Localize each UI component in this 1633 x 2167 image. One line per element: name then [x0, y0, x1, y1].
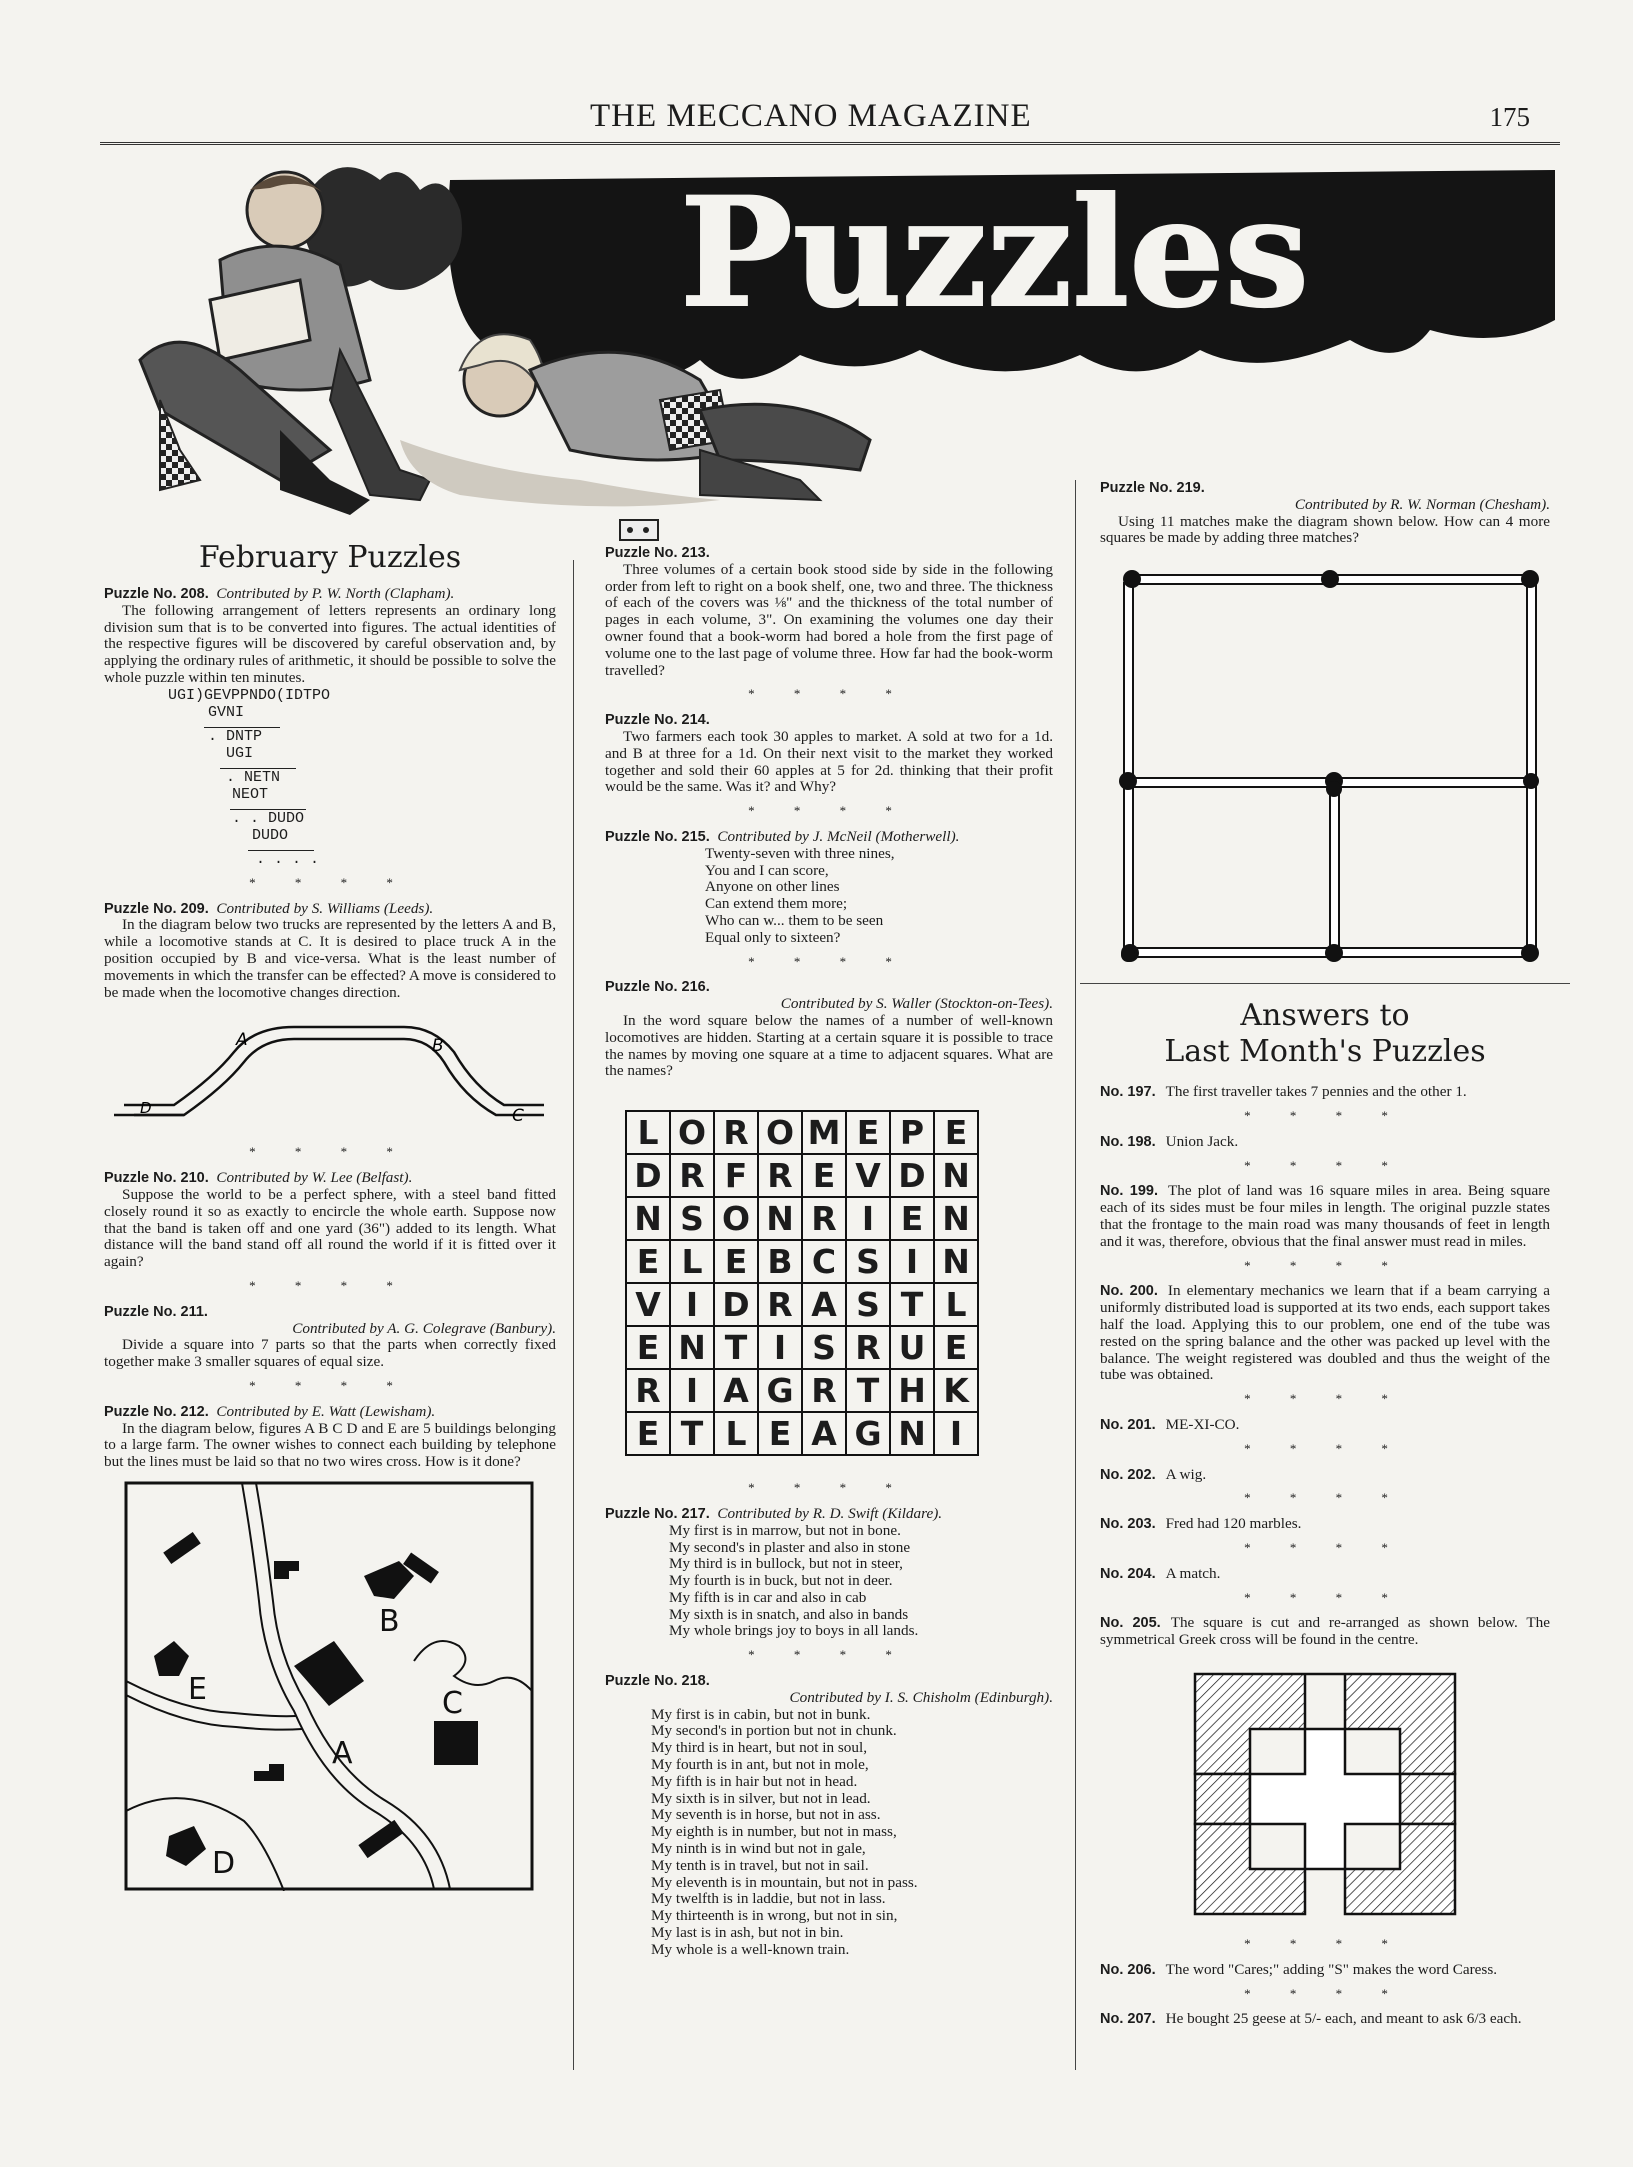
magazine-title: THE MECCANO MAGAZINE — [590, 98, 1032, 134]
verse-line: My thirteenth is in wrong, but not in sin, — [651, 1907, 898, 1925]
stars-separator: * * * * — [748, 686, 910, 702]
grid-cell: L — [934, 1283, 978, 1326]
right-column — [1100, 480, 1550, 2028]
puzzle-218-verse — [605, 1707, 1053, 1959]
puzzle-211-head: Puzzle No. 211. — [104, 1303, 208, 1320]
grid-cell: T — [670, 1412, 714, 1455]
grid-cell: S — [846, 1283, 890, 1326]
answer-text: A match. — [1165, 1564, 1221, 1582]
puzzle-216-contrib: Contributed by S. Waller (Stockton-on-Tees). — [780, 995, 1053, 1013]
answer-num: No. 197. — [1100, 1084, 1156, 1101]
grid-cell: R — [802, 1197, 846, 1240]
answer-197 — [1100, 1084, 1550, 1101]
stars-separator: * * * * — [249, 1377, 411, 1393]
verse-line: My second's in portion but not in chunk. — [651, 1722, 897, 1740]
stars-separator: * * * * — [1244, 1440, 1406, 1456]
stars-separator: * * * * — [1244, 1490, 1406, 1506]
answer-202 — [1100, 1467, 1550, 1484]
answer-text: The word "Cares;" adding "S" makes the word Caress. — [1165, 1960, 1498, 1978]
grid-cell: N — [934, 1197, 978, 1240]
grid-cell: A — [714, 1369, 758, 1412]
verse-line: My eleventh is in mountain, but not in pass. — [651, 1873, 918, 1891]
verse-line: My sixth is in silver, but not in lead. — [651, 1789, 871, 1807]
answer-text: ME-XI-CO. — [1165, 1415, 1240, 1433]
february-puzzles-title: February Puzzles — [198, 540, 462, 575]
puzzle-209-head: Puzzle No. 209. — [104, 900, 209, 917]
stars-separator: * * * * — [748, 803, 910, 819]
grid-cell: T — [890, 1283, 934, 1326]
grid-cell: I — [846, 1197, 890, 1240]
verse-line: Can extend them more; — [705, 895, 848, 913]
answer-text: A wig. — [1165, 1465, 1207, 1483]
answer-text: The first traveller takes 7 pennies and the other 1. — [1165, 1083, 1467, 1101]
word-square-row — [626, 1369, 978, 1412]
puzzle-210 — [104, 1170, 556, 1187]
grid-cell: V — [626, 1283, 670, 1326]
verse-line: Twenty-seven with three nines, — [705, 844, 895, 862]
puzzle-216-text: In the word square below the names of a number of well-known locomotives are hidden. Starting at a certain square it is possible to trace the names by moving one square at a time to adjacent squares. What are the names? — [605, 1011, 1053, 1080]
puzzle-212-text: In the diagram below, figures A B C D and E are 5 buildings belonging to a large farm. The owner wishes to connect each building by telephone but the lines must be laid so that no two wires cross. How is it done? — [104, 1419, 556, 1471]
division-line-7: . . DUDO — [232, 809, 305, 827]
answers-rule — [1080, 983, 1570, 984]
verse-line: My tenth is in travel, but not in sail. — [651, 1856, 869, 1874]
grid-cell: R — [758, 1154, 802, 1197]
matches-diagram — [1100, 553, 1550, 973]
answer-num: No. 199. — [1100, 1183, 1158, 1200]
grid-cell: G — [758, 1369, 802, 1412]
grid-cell: L — [670, 1240, 714, 1283]
puzzle-215-head: Puzzle No. 215. — [605, 828, 710, 845]
grid-cell: R — [846, 1326, 890, 1369]
answer-text: Fred had 120 marbles. — [1165, 1515, 1302, 1533]
grid-cell: N — [626, 1197, 670, 1240]
verse-line: My fourth is in buck, but not in deer. — [669, 1572, 893, 1590]
division-line-2: GVNI — [208, 703, 245, 721]
farm-label-a: A — [332, 1735, 353, 1771]
answer-203 — [1100, 1516, 1550, 1533]
column-divider-left — [573, 560, 574, 2070]
stars-separator: * * * * — [249, 1277, 411, 1293]
division-line-9: . . . . — [256, 850, 320, 868]
grid-cell: I — [890, 1240, 934, 1283]
answer-num: No. 201. — [1100, 1416, 1156, 1433]
puzzle-215 — [605, 829, 1053, 846]
column-divider-right — [1075, 480, 1076, 2070]
puzzle-216-head: Puzzle No. 216. — [605, 979, 710, 996]
middle-column — [605, 545, 1053, 1959]
grid-cell: N — [670, 1326, 714, 1369]
puzzle-208-contrib: Contributed by P. W. North (Clapham). — [216, 585, 455, 602]
puzzle-214-text: Two farmers each took 30 apples to market. A sold at two for a 1d. and B at three for a 1d. On their next visit to the market they worked together and sold their 60 apples at 5 for 2d. thinking that their profit would be the same. Was it? and Why? — [605, 727, 1053, 796]
grid-cell: E — [758, 1412, 802, 1455]
grid-cell: C — [802, 1240, 846, 1283]
puzzle-213-text: Three volumes of a certain book stood side by side in the following order from left to right on a book shelf, one, two and three. The thickness of each of the covers was ⅛" and the thickness of the total number of pages in each volume, 3". On examining the volumes one day their owner found that a book-worm had bored a hole from the first page of volume one to the last page of volume three. How far had the book-worm travelled? — [605, 560, 1053, 679]
verse-line: Who can w... them to be seen — [705, 911, 884, 929]
grid-cell: D — [890, 1154, 934, 1197]
answers-title-1: Answers to — [1240, 998, 1410, 1034]
verse-line: My eighth is in number, but not in mass, — [651, 1823, 897, 1841]
grid-cell: E — [714, 1240, 758, 1283]
verse-line: My fifth is in hair but not in head. — [651, 1772, 858, 1790]
page-number: 175 — [1489, 102, 1530, 132]
banner-title: Puzzles — [680, 165, 1310, 341]
division-line-4: UGI — [226, 744, 254, 762]
grid-cell: E — [934, 1326, 978, 1369]
answer-num: No. 200. — [1100, 1283, 1158, 1300]
answer-num: No. 204. — [1100, 1565, 1156, 1582]
answer-205 — [1100, 1615, 1550, 1649]
puzzle-209 — [104, 901, 556, 918]
grid-cell: O — [714, 1197, 758, 1240]
diagram-label-b: B — [432, 1036, 444, 1057]
grid-cell: E — [626, 1240, 670, 1283]
grid-cell: R — [714, 1111, 758, 1154]
puzzle-210-contrib: Contributed by W. Lee (Belfast). — [216, 1169, 413, 1187]
verse-line: You and I can score, — [705, 861, 829, 879]
answer-num: No. 205. — [1100, 1615, 1161, 1632]
verse-line: My first is in marrow, but not in bone. — [669, 1521, 901, 1539]
puzzle-219-contrib: Contributed by R. W. Norman (Chesham). — [1294, 495, 1550, 513]
answer-text: Union Jack. — [1165, 1132, 1239, 1150]
answer-206 — [1100, 1962, 1550, 1979]
grid-cell: N — [758, 1197, 802, 1240]
stars-separator: * * * * — [1244, 1539, 1406, 1555]
answer-text: The square is cut and re-arranged as shown below. The symmetrical Greek cross will be found in the centre. — [1100, 1614, 1550, 1649]
grid-cell: S — [670, 1197, 714, 1240]
farm-label-d: D — [212, 1845, 236, 1881]
railway-siding-diagram — [104, 1007, 556, 1137]
greek-cross-diagram — [1100, 1659, 1550, 1929]
grid-cell: N — [934, 1154, 978, 1197]
stars-separator: * * * * — [249, 874, 411, 890]
puzzle-210-text: Suppose the world to be a perfect sphere, with a steel band fitted closely round it so as exactly to encircle the whole earth. Suppose now that the band is taken off and one yard (36") added to its length. What distance will the band stand off all round the world if it is fitted over it again? — [104, 1185, 556, 1271]
stars-separator: * * * * — [1244, 1985, 1406, 2001]
grid-cell: H — [890, 1369, 934, 1412]
division-line-6: NEOT — [232, 785, 269, 803]
division-line-5: . NETN — [226, 768, 281, 786]
puzzle-217-head: Puzzle No. 217. — [605, 1505, 710, 1522]
division-line-3: . DNTP — [208, 727, 263, 745]
puzzle-215-contrib: Contributed by J. McNeil (Motherwell). — [717, 827, 960, 845]
puzzle-213-head: Puzzle No. 213. — [605, 545, 710, 561]
division-line-1: UGI)GEVPPNDO(IDTPO — [168, 686, 331, 704]
grid-cell: N — [934, 1240, 978, 1283]
answer-num: No. 206. — [1100, 1961, 1156, 1978]
girl-lying-figure — [400, 334, 870, 540]
answers-title-2: Last Month's Puzzles — [1164, 1034, 1486, 1070]
word-square-row — [626, 1197, 978, 1240]
grid-cell: I — [758, 1326, 802, 1369]
puzzle-211-contrib: Contributed by A. G. Colegrave (Banbury). — [292, 1319, 556, 1337]
word-square-row — [626, 1240, 978, 1283]
puzzle-219-head: Puzzle No. 219. — [1100, 480, 1205, 496]
grid-cell: I — [670, 1369, 714, 1412]
farm-buildings-diagram — [124, 1481, 534, 1891]
answer-199 — [1100, 1183, 1550, 1250]
answer-207 — [1100, 2011, 1550, 2028]
answer-text: The plot of land was 16 square miles in area. Being square each of its sides must be four miles in length. The original puzzle states that the frontage to the main road was many thousands of feet in length and it was, therefore, obvious that the final answer must read in miles. — [1100, 1182, 1550, 1250]
farm-label-c: C — [442, 1685, 463, 1721]
grid-cell: B — [758, 1240, 802, 1283]
grid-cell: T — [714, 1326, 758, 1369]
header-rule — [100, 142, 1560, 145]
stars-separator: * * * * — [1244, 1589, 1406, 1605]
word-square — [625, 1110, 979, 1456]
puzzle-219-text: Using 11 matches make the diagram shown below. How can 4 more squares be made by adding three matches? — [1100, 512, 1550, 547]
grid-cell: S — [846, 1240, 890, 1283]
grid-cell: A — [802, 1283, 846, 1326]
stars-separator: * * * * — [1244, 1107, 1406, 1123]
stars-separator: * * * * — [1244, 1935, 1406, 1951]
puzzle-208-text: The following arrangement of letters represents an ordinary long division sum that is to be converted into figures. The actual identities of the respective figures will be discovered by careful observation and, by applying the ordinary rules of arithmetic, it should be possible to solve the whole puzzle within ten minutes. — [104, 601, 556, 686]
grid-cell: R — [758, 1283, 802, 1326]
grid-cell: E — [802, 1154, 846, 1197]
grid-cell: D — [626, 1154, 670, 1197]
answer-num: No. 198. — [1100, 1133, 1156, 1150]
grid-cell: E — [934, 1111, 978, 1154]
diagram-label-d: D — [140, 1099, 152, 1118]
grid-cell: T — [846, 1369, 890, 1412]
grid-cell: L — [626, 1111, 670, 1154]
puzzle-217-verse — [605, 1523, 1053, 1641]
verse-line: My fourth is in ant, but not in mole, — [651, 1756, 869, 1774]
farm-label-b: B — [379, 1603, 400, 1639]
grid-cell: O — [758, 1111, 802, 1154]
puzzle-217-contrib: Contributed by R. D. Swift (Kildare). — [717, 1504, 943, 1522]
verse-line: My whole brings joy to boys in all lands. — [669, 1622, 919, 1640]
grid-cell: O — [670, 1111, 714, 1154]
word-square-row — [626, 1283, 978, 1326]
answer-201 — [1100, 1417, 1550, 1434]
answer-204 — [1100, 1566, 1550, 1583]
puzzle-211-text: Divide a square into 7 parts so that the parts when correctly fixed together make 3 smaller squares of equal size. — [104, 1336, 556, 1371]
grid-cell: R — [626, 1369, 670, 1412]
farm-label-e: E — [188, 1671, 207, 1707]
grid-cell: G — [846, 1412, 890, 1455]
word-square-row — [626, 1326, 978, 1369]
grid-cell: S — [802, 1326, 846, 1369]
grid-cell: P — [890, 1111, 934, 1154]
puzzle-215-verse — [605, 846, 1053, 947]
diagram-label-c: C — [512, 1106, 524, 1127]
grid-cell: A — [802, 1412, 846, 1455]
puzzle-209-contrib: Contributed by S. Williams (Leeds). — [216, 899, 434, 917]
word-square-row — [626, 1111, 978, 1154]
puzzle-214-head: Puzzle No. 214. — [605, 712, 710, 729]
puzzle-212 — [104, 1404, 556, 1421]
answer-num: No. 202. — [1100, 1466, 1156, 1483]
stars-separator: * * * * — [249, 1144, 411, 1160]
grid-cell: I — [670, 1283, 714, 1326]
grid-cell: K — [934, 1369, 978, 1412]
verse-line: My ninth is in wind but not in gale, — [651, 1840, 866, 1858]
left-column — [104, 540, 556, 1891]
grid-cell: R — [802, 1369, 846, 1412]
running-head — [100, 98, 1560, 142]
puzzle-208-head: Puzzle No. 208. — [104, 586, 209, 602]
verse-line: My twelfth is in laddie, but not in lass. — [651, 1890, 886, 1908]
stars-separator: * * * * — [748, 953, 910, 969]
grid-cell: R — [670, 1154, 714, 1197]
long-division — [104, 687, 556, 868]
puzzle-218-head: Puzzle No. 218. — [605, 1673, 710, 1690]
puzzle-212-contrib: Contributed by E. Watt (Lewisham). — [216, 1402, 436, 1420]
grid-cell: L — [714, 1412, 758, 1455]
word-square-row — [626, 1412, 978, 1455]
answer-num: No. 203. — [1100, 1516, 1156, 1533]
answer-text: In elementary mechanics we learn that if a beam carrying a uniformly distributed load is supported at its two ends, each support takes half the load. Applying this to our problem, one end of the tube was rested on the spring balance and the other was packed up level with the balance. The weight registered was doubled and thus the weight of the tube was obtained. — [1100, 1282, 1551, 1384]
verse-line: Anyone on other lines — [705, 878, 840, 896]
answer-text: He bought 25 geese at 5/- each, and meant to ask 6/3 each. — [1165, 2010, 1522, 2028]
verse-line: My third is in heart, but not in soul, — [651, 1739, 867, 1757]
grid-cell: V — [846, 1154, 890, 1197]
grid-cell: E — [626, 1412, 670, 1455]
puzzle-209-text: In the diagram below two trucks are represented by the letters A and B, while a locomotive stands at C. It is desired to place truck A in the position occupied by B and vice-versa. What is the least number of movements in which the transfer can be effected? A move is considered to be made when the locomotive changes direction. — [104, 916, 556, 1001]
verse-line: My first is in cabin, but not in bunk. — [651, 1705, 871, 1723]
grid-cell: F — [714, 1154, 758, 1197]
verse-line: My second's in plaster and also in stone — [669, 1538, 911, 1556]
grid-cell: N — [890, 1412, 934, 1455]
stars-separator: * * * * — [748, 1480, 910, 1496]
answer-num: No. 207. — [1100, 2011, 1156, 2028]
stars-separator: * * * * — [748, 1647, 910, 1663]
verse-line: My third is in bullock, but not in steer, — [669, 1555, 903, 1573]
verse-line: My last is in ash, but not in bin. — [651, 1924, 844, 1942]
grid-cell: E — [846, 1111, 890, 1154]
word-square-row — [626, 1154, 978, 1197]
answer-200 — [1100, 1283, 1550, 1384]
division-line-8: DUDO — [252, 826, 289, 844]
stars-separator: * * * * — [1244, 1257, 1406, 1273]
puzzle-218-contrib: Contributed by I. S. Chisholm (Edinburgh). — [789, 1688, 1053, 1706]
stars-separator: * * * * — [1244, 1157, 1406, 1173]
verse-line: My whole is a well-known train. — [651, 1940, 850, 1958]
grid-cell: E — [890, 1197, 934, 1240]
puzzle-210-head: Puzzle No. 210. — [104, 1170, 209, 1187]
grid-cell: E — [626, 1326, 670, 1369]
stars-separator: * * * * — [1244, 1391, 1406, 1407]
puzzle-212-head: Puzzle No. 212. — [104, 1403, 209, 1420]
grid-cell: I — [934, 1412, 978, 1455]
puzzle-217 — [605, 1506, 1053, 1523]
verse-line: My sixth is in snatch, and also in bands — [669, 1605, 909, 1623]
verse-line: My seventh is in horse, but not in ass. — [651, 1806, 881, 1824]
grid-cell: D — [714, 1283, 758, 1326]
verse-line: My fifth is in car and also in cab — [669, 1588, 867, 1606]
grid-cell: U — [890, 1326, 934, 1369]
verse-line: Equal only to sixteen? — [705, 928, 841, 946]
grid-cell: M — [802, 1111, 846, 1154]
answer-198 — [1100, 1134, 1550, 1151]
diagram-label-a: A — [236, 1030, 248, 1051]
puzzle-208 — [104, 586, 556, 603]
